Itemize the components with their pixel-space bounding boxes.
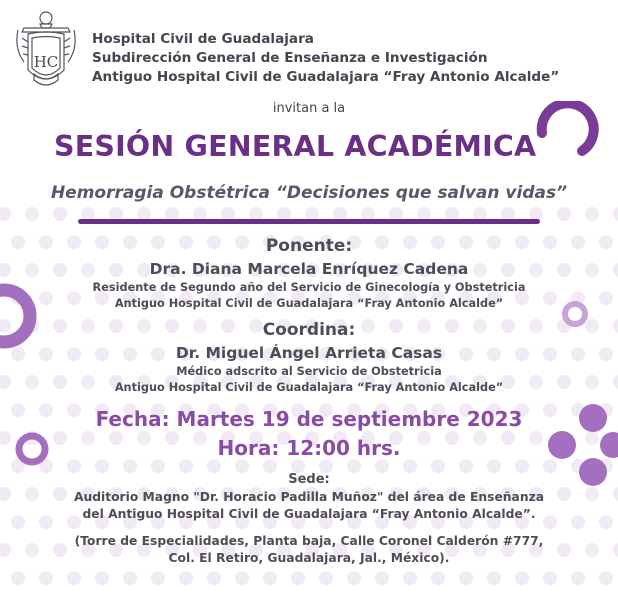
- speaker-role: Ponente:: [265, 236, 353, 256]
- coordinator-role: Coordina:: [262, 320, 356, 340]
- venue-line-1: Auditorio Magno "Dr. Horacio Padilla Muñoz" del área de Enseñanza: [73, 490, 545, 504]
- venue-address-line-1: (Torre de Especialidades, Planta baja, Calle Coronel Calderón #777,: [74, 534, 544, 548]
- header-line-hospital: Hospital Civil de Guadalajara: [92, 31, 314, 47]
- invite-text: invitan a la: [272, 101, 346, 116]
- logo-monogram: HC: [33, 53, 59, 71]
- speaker-name: Dra. Diana Marcela Enríquez Cadena: [149, 260, 469, 278]
- header-line-antiguo-hospital: Antiguo Hospital Civil de Guadalajara “Fray Antonio Alcalde”: [92, 69, 560, 85]
- venue-label: Sede:: [288, 472, 330, 487]
- venue-address-line-2: Col. El Retiro, Guadalajara, Jal., México).: [168, 551, 450, 565]
- header-line-subdireccion: Subdirección General de Enseñanza e Investigación: [92, 50, 488, 66]
- title-divider: [78, 219, 540, 224]
- speaker-institution: Antiguo Hospital Civil de Guadalajara “Fray Antonio Alcalde”: [114, 297, 504, 310]
- speaker-position: Residente de Segundo año del Servicio de Ginecología y Obstetricia: [92, 281, 526, 294]
- event-time: Hora: 12:00 hrs.: [217, 436, 401, 460]
- coordinator-name: Dr. Miguel Ángel Arrieta Casas: [175, 344, 443, 362]
- title-swoosh-ring: [528, 101, 604, 161]
- coordinator-position: Médico adscrito al Servicio de Obstetricia: [176, 365, 442, 378]
- event-date: Fecha: Martes 19 de septiembre 2023: [95, 407, 523, 431]
- event-title: SESIÓN GENERAL ACADÉMICA: [54, 130, 537, 163]
- event-subtitle: Hemorragia Obstétrica “Decisiones que salvan vidas”: [50, 183, 568, 203]
- hospital-logo-crest: [14, 8, 78, 92]
- venue-line-2: del Antiguo Hospital Civil de Guadalajara “Fray Antonio Alcalde”.: [82, 507, 536, 521]
- coordinator-institution: Antiguo Hospital Civil de Guadalajara “Fray Antonio Alcalde”: [114, 381, 504, 394]
